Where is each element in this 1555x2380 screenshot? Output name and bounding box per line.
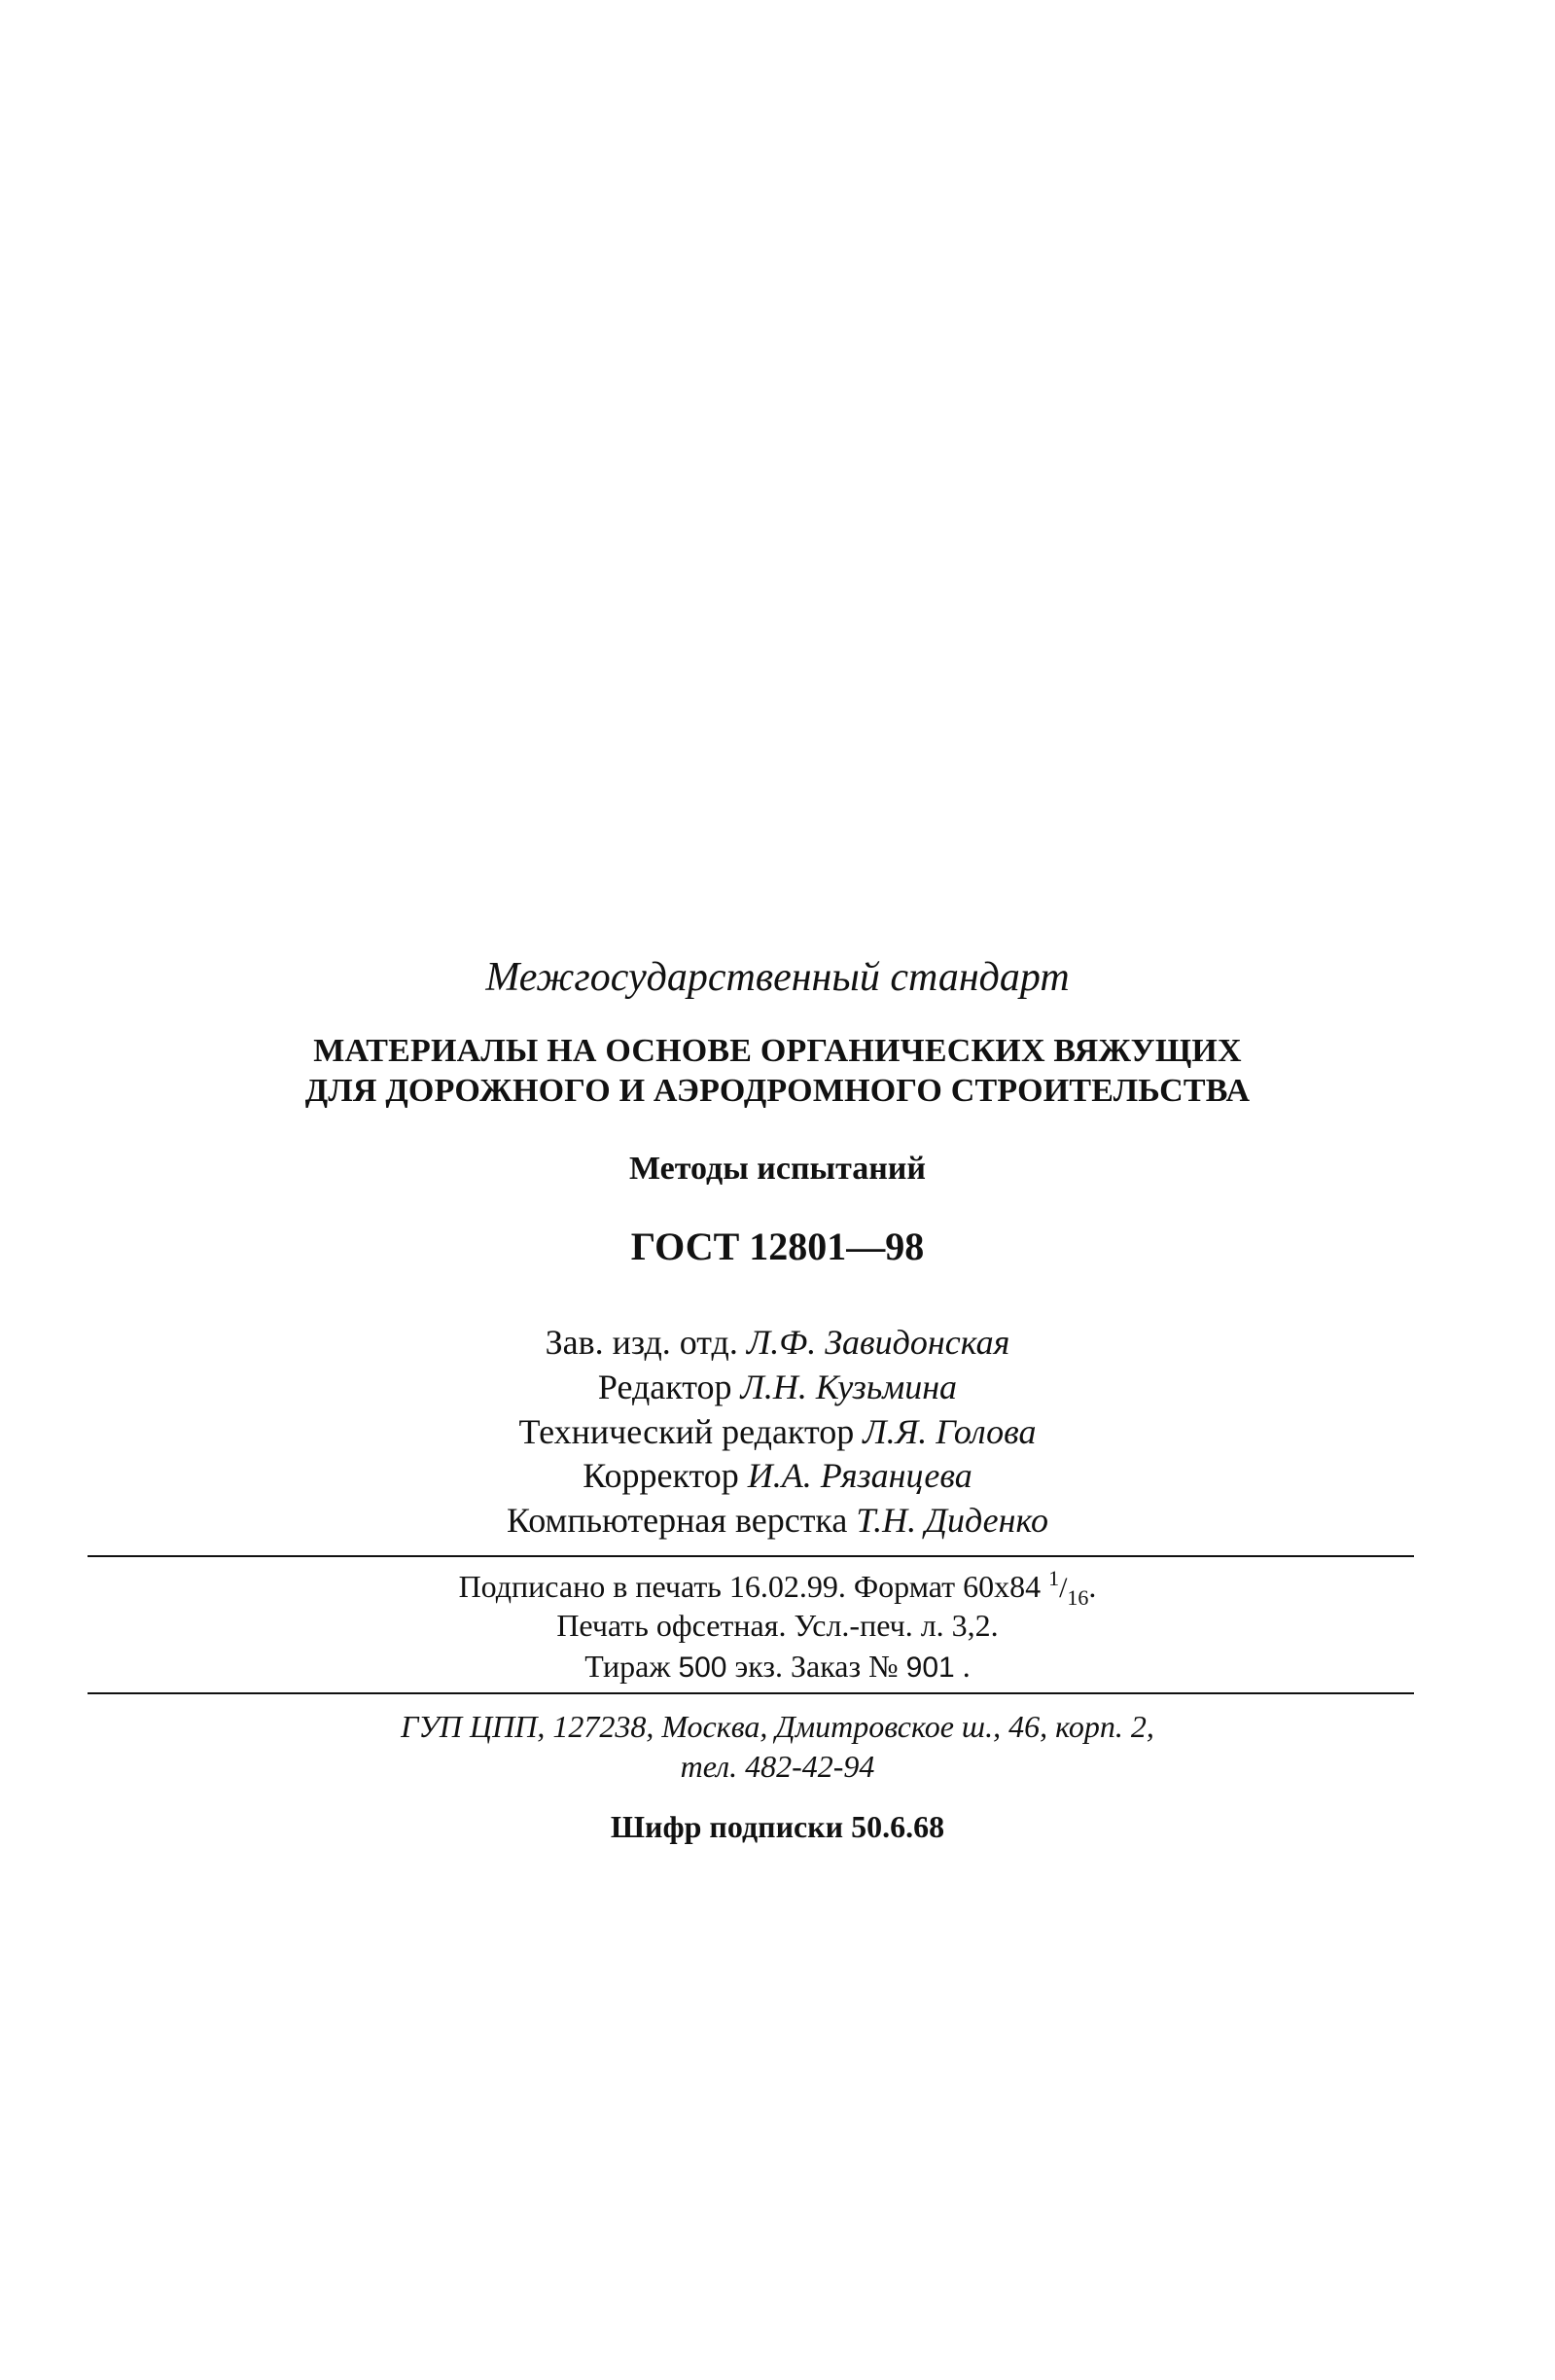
printer-phone: тел. 482-42-94 [680,1749,875,1784]
printer-address: ГУП ЦПП, 127238, Москва, Дмитровское ш., 46, корп. 2, [401,1709,1154,1744]
credit-line [0,1503,1555,1538]
credit-role: Редактор [597,1368,732,1406]
credit-role: Технический редактор [518,1412,855,1451]
format-fraction-end: . [1088,1569,1097,1604]
credit-person: Т.Н. Диденко [856,1501,1048,1540]
circulation-value: 500 [678,1652,727,1684]
format-fraction-separator: / [1059,1572,1068,1604]
imprint-circulation-line [0,1651,1555,1683]
format-fraction-numerator: 1 [1048,1566,1060,1590]
credit-line [0,1325,1555,1360]
credit-role: Компьютерная верстка [507,1501,848,1540]
copies-order-label: экз. Заказ № [734,1649,899,1684]
series-label: Межгосударственный стандарт [485,955,1070,1000]
credit-person: Л.Н. Кузьмина [740,1368,958,1406]
divider-top [88,1555,1414,1557]
divider-bottom [88,1692,1414,1694]
circulation-label: Тираж [584,1649,671,1684]
format-fraction-denominator: 16 [1067,1585,1089,1610]
imprint-signed-text: Подписано в печать 16.02.99. Формат 60х84 [458,1569,1042,1604]
imprint-print-line: Печать офсетная. Усл.-печ. л. 3,2. [556,1608,999,1643]
credit-person: И.А. Рязанцева [747,1456,972,1495]
order-end: . [962,1649,971,1684]
credit-role: Корректор [583,1456,739,1495]
subscription-code: Шифр подписки 50.6.68 [610,1809,945,1844]
credit-line [0,1414,1555,1449]
order-value: 901 [905,1652,955,1684]
subtitle: Методы испытаний [629,1151,926,1187]
credit-line [0,1458,1555,1493]
standard-number: ГОСТ 12801—98 [630,1225,925,1268]
title-line-2: ДЛЯ ДОРОЖНОГО И АЭРОДРОМНОГО СТРОИТЕЛЬСТВА [304,1073,1251,1109]
imprint-signed-line [0,1568,1555,1609]
credit-person: Л.Я. Голова [863,1412,1037,1451]
title-line-1: МАТЕРИАЛЫ НА ОСНОВЕ ОРГАНИЧЕСКИХ ВЯЖУЩИХ [313,1033,1242,1069]
credit-role: Зав. изд. отд. [545,1323,738,1362]
credit-person: Л.Ф. Завидонская [746,1323,1010,1362]
credit-line [0,1369,1555,1404]
